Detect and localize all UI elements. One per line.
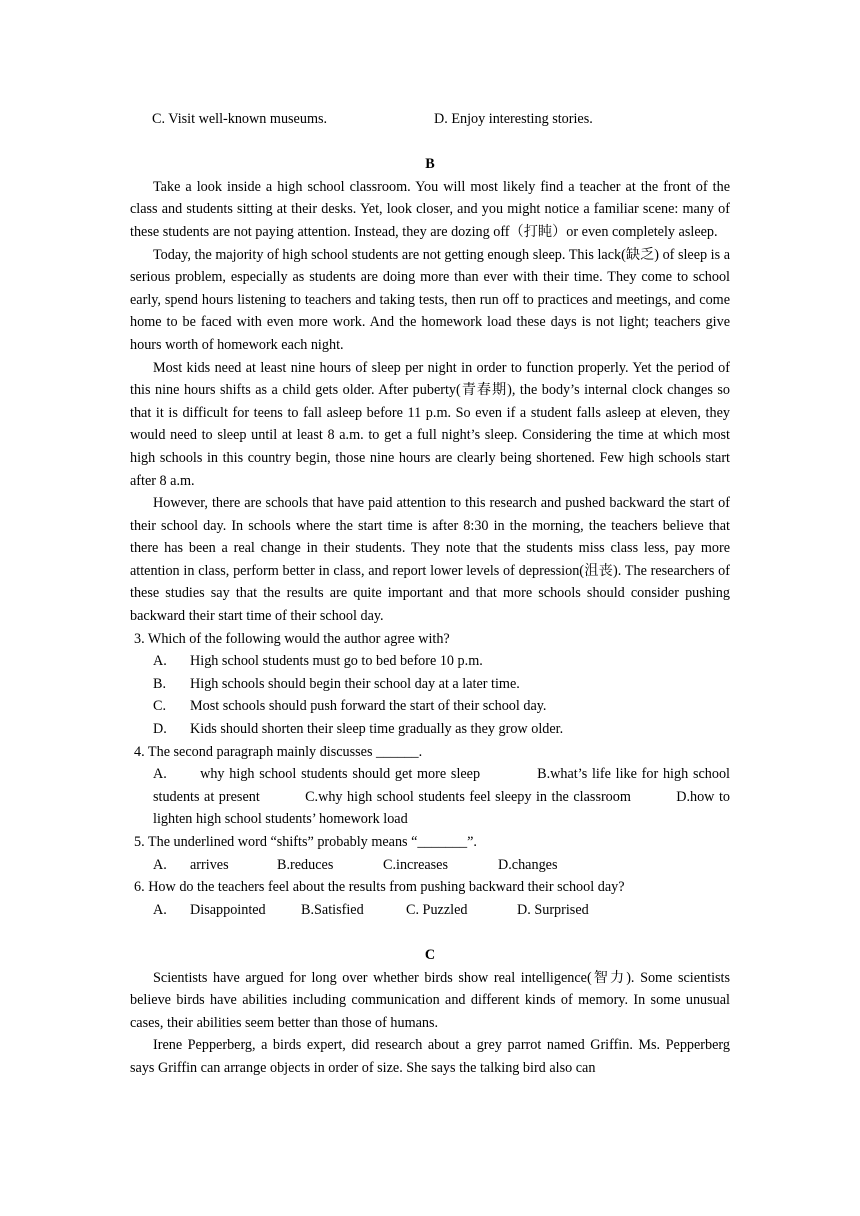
question-5-options — [130, 854, 730, 877]
question-5-option-d: D.changes — [498, 856, 558, 873]
question-6-option-a: Disappointed — [190, 901, 266, 918]
section-c-paragraph-1: Scientists have argued for long over whether birds show real intelligence(智力). Some scientists believe birds have abilities including communication and different kinds of memory. In some unusual cases, their abilities seem better than those of humans. — [130, 969, 730, 1031]
option-c: C. Visit well-known museums. — [152, 111, 328, 127]
section-b-paragraph-4: However, there are schools that have paid attention to this research and pushed backward the start of their school day. In schools where the start time is after 8:30 in the morning, the teachers believe that there has been a real change in their students. They note that the students miss class less, pay more attention in class, perform better in class, and report lower levels of depression(沮丧). The researchers of these studies say that the results are quite important and that more schools should consider pushing backward their start time of their school day. — [130, 495, 730, 625]
question-3-option-d: D. Kids should shorten their sleep time gradually as they grow older. — [153, 721, 564, 738]
question-3-stem: 3. Which of the following would the author agree with? — [134, 630, 450, 647]
section-b-heading: B — [425, 156, 435, 173]
section-c-paragraph-2: Irene Pepperberg, a birds expert, did research about a grey parrot named Griffin. Ms. Pepperberg says Griffin can arrange objects in order of size. She says the talking bird also can — [130, 1037, 730, 1076]
question-5-option-c: C.increases — [383, 856, 449, 873]
previous-question-options — [130, 108, 730, 131]
section-b-paragraph-1: Take a look inside a high school classroom. You will most likely find a teacher at the front of the class and students sitting at their desks. Yet, look closer, and you might notice a familiar scene: many of these students are not paying attention. Instead, they are dozing off（打盹）or even completely asleep. — [130, 178, 730, 240]
document-page — [130, 108, 730, 1080]
question-4-stem: 4. The second paragraph mainly discusses ______. — [134, 743, 423, 760]
question-5-option-a: arrives — [190, 856, 229, 873]
question-4-options: A. why high school students should get more sleep B.what’s life like for high school students at present C.why high school students feel sleepy in the classroom D.how to lighten high school students’ homework load — [153, 766, 730, 828]
question-6-option-b: B.Satisfied — [301, 901, 364, 918]
option-d: D. Enjoy interesting stories. — [434, 111, 593, 127]
question-3-option-b: B. High schools should begin their school day at a later time. — [153, 675, 520, 692]
question-6-stem: 6. How do the teachers feel about the results from pushing backward their school day? — [134, 879, 625, 896]
question-5-option-b: B.reduces — [277, 856, 334, 873]
question-5-option-a-letter: A. — [153, 856, 167, 873]
question-6-option-a-letter: A. — [153, 901, 167, 918]
question-5-stem: 5. The underlined word “shifts” probably means “_______”. — [134, 834, 477, 850]
question-6-option-c: C. Puzzled — [406, 901, 468, 918]
question-3-option-c: C. Most schools should push forward the start of their school day. — [153, 698, 547, 715]
question-6-option-d: D. Surprised — [517, 901, 589, 918]
section-c-heading: C — [424, 946, 436, 963]
section-b-paragraph-2: Today, the majority of high school students are not getting enough sleep. This lack(缺乏) of sleep is a serious problem, especially as students are doing more than ever with their time. They come to school early, spend hours listening to teachers and taking tests, then run off to practices and meetings, and come home to be faced with even more work. And the homework load these days is not light; teachers give hours worth of homework each night. — [130, 246, 730, 353]
section-b-paragraph-3: Most kids need at least nine hours of sleep per night in order to function properly. Yet the period of this nine hours shifts as a child gets older. After puberty(青春期), the body’s internal clock changes so that it is difficult for teens to fall asleep before 11 p.m. So even if a student falls asleep at eleven, they would need to sleep until at least 8 a.m. to get a full night’s sleep. Considering the time at which most high schools in this country begin, those nine hours are clearly being shortened. Few high schools start after 8 a.m. — [130, 359, 730, 489]
question-3-option-a: A. High school students must go to bed before 10 p.m. — [153, 653, 483, 670]
question-6-options — [130, 899, 730, 922]
